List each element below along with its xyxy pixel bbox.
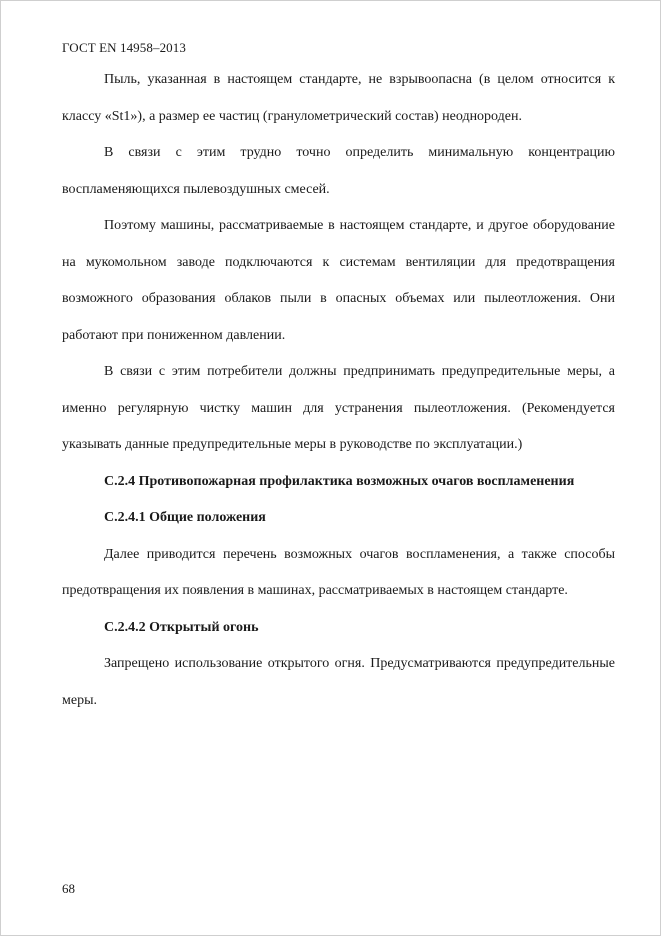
paragraph-dust-properties: Пыль, указанная в настоящем стандарте, не взрывоопасна (в целом относится к классу «St1»), а размер ее частиц (гранулометрический состав) неоднороден.: [62, 72, 615, 124]
paragraph-preventive-measures: В связи с этим потребители должны предпринимать предупредительные меры, а именно регулярную чистку машин для устранения пылеотложения. (Рекомендуется указывать данные предупредительные меры в руководстве по эксплуатации.): [62, 364, 615, 452]
section-heading-c242: С.2.4.2 Открытый огонь: [104, 619, 259, 635]
document-header: ГОСТ EN 14958–2013: [62, 40, 186, 55]
document-body: [62, 62, 615, 719]
page-number: 68: [62, 881, 75, 896]
paragraph-ventilation: Поэтому машины, рассматриваемые в настоящем стандарте, и другое оборудование на мукомольном заводе подключаются к системам вентиляции для предотвращения возможного образования облаков пыли в опасных объемах или пылеотложения. Они работают при пониженном давлении.: [62, 218, 615, 343]
paragraph-concentration: В связи с этим трудно точно определить минимальную концентрацию воспламеняющихся пылевоздушных смесей.: [62, 145, 615, 197]
section-heading-c24: С.2.4 Противопожарная профилактика возможных очагов воспламенения: [104, 473, 575, 489]
paragraph-open-fire: Запрещено использование открытого огня. Предусматриваются предупредительные меры.: [62, 656, 615, 708]
paragraph-ignition-sources: Далее приводится перечень возможных очагов воспламенения, а также способы предотвращения их появления в машинах, рассматриваемых в настоящем стандарте.: [62, 546, 615, 598]
section-heading-c241: С.2.4.1 Общие положения: [104, 510, 266, 525]
